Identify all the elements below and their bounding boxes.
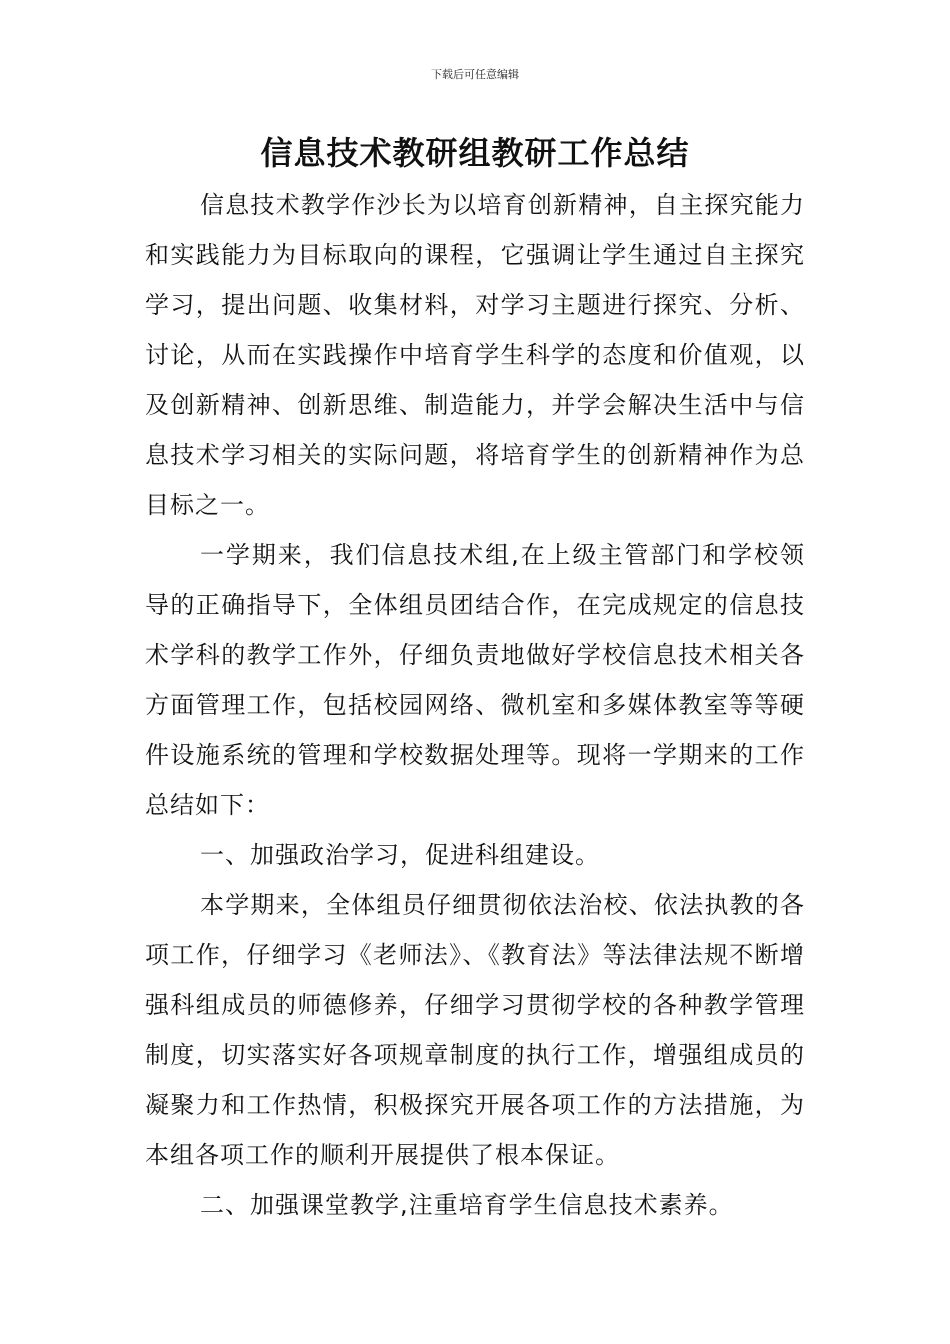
paragraph-overview: 一学期来，我们信息技术组,在上级主管部门和学校领导的正确指导下，全体组员团结合作，在完成规定的信息技术学科的教学工作外，仔细负责地做好学校信息技术相关各方面管理工作，包括校园网络、微机室和多媒体教室等等硬件设施系统的管理和学校数据处理等。现将一学期来的工作总结如下： — [145, 541, 805, 819]
document-body — [145, 180, 805, 1230]
section-heading-1: 一、加强政治学习，促进科组建设。 — [200, 841, 600, 869]
paragraph-section-1: 本学期来，全体组员仔细贯彻依法治校、依法执教的各项工作，仔细学习《老师法》、《教育法》等法律法规不断增强科组成员的师德修养，仔细学习贯彻学校的各种教学管理制度，切实落实好各项规章制度的执行工作，增强组成员的凝聚力和工作热情，积极探究开展各项工作的方法措施，为本组各项工作的顺利开展提供了根本保证。 — [145, 891, 805, 1169]
header-note: 下载后可任意编辑 — [431, 68, 519, 81]
document-title: 信息技术教研组教研工作总结 — [260, 134, 690, 172]
section-heading-2: 二、加强课堂教学,注重培育学生信息技术素养。 — [200, 1191, 734, 1219]
paragraph-intro: 信息技术教学作沙长为以培育创新精神，自主探究能力和实践能力为目标取向的课程，它强调让学生通过自主探究学习，提出问题、收集材料，对学习主题进行探究、分析、讨论，从而在实践操作中培育学生科学的态度和价值观，以及创新精神、创新思维、制造能力，并学会解决生活中与信息技术学习相关的实际问题，将培育学生的创新精神作为总目标之一。 — [145, 191, 805, 519]
